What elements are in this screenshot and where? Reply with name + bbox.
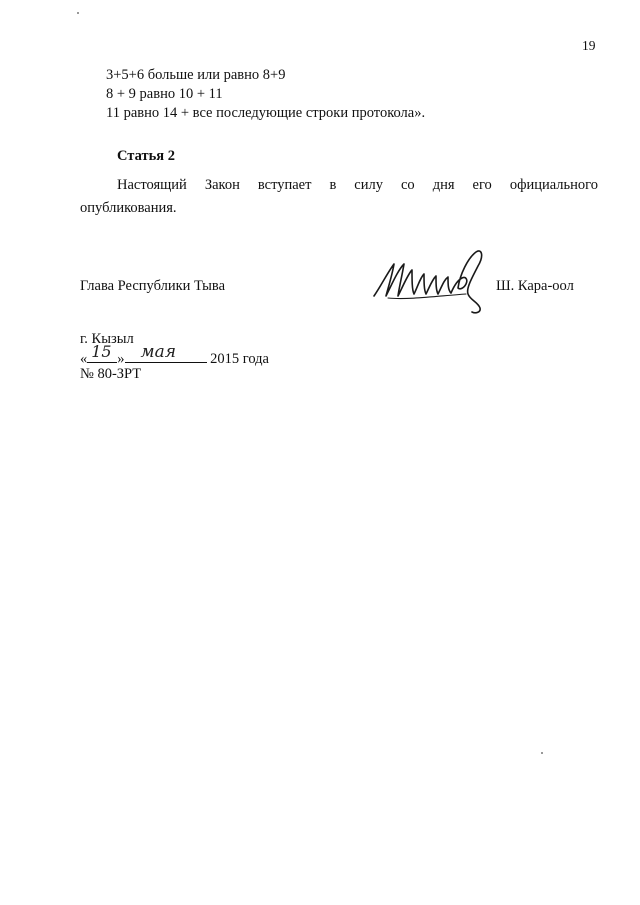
scan-speck — [77, 12, 79, 14]
article-heading: Статья 2 — [117, 148, 175, 164]
text-line: 8 + 9 равно 10 + 11 — [106, 86, 223, 102]
scan-speck — [541, 752, 543, 754]
year: 2015 года — [210, 351, 269, 367]
article-text: Настоящий Закон вступает в силу со дня его официального — [117, 177, 598, 193]
month-field — [125, 342, 207, 363]
day-field — [87, 342, 117, 363]
signatory-name: Ш. Кара-оол — [496, 278, 574, 294]
article-text-continued: опубликования. — [80, 200, 177, 216]
handwritten-day: 15 — [91, 342, 112, 361]
city: г. Кызыл — [80, 331, 134, 347]
handwritten-month: мая — [140, 342, 176, 362]
close-quote: » — [117, 351, 125, 367]
signatory-role: Глава Республики Тыва — [80, 278, 226, 294]
text-line: 11 равно 14 + все последующие строки протокола». — [106, 105, 426, 121]
date-line — [80, 342, 269, 368]
page-number: 19 — [582, 38, 596, 53]
handwritten-signature — [368, 244, 488, 318]
law-number: № 80-ЗРТ — [80, 366, 142, 382]
text-line: 3+5+6 больше или равно 8+9 — [106, 67, 286, 83]
open-quote: « — [80, 351, 88, 367]
